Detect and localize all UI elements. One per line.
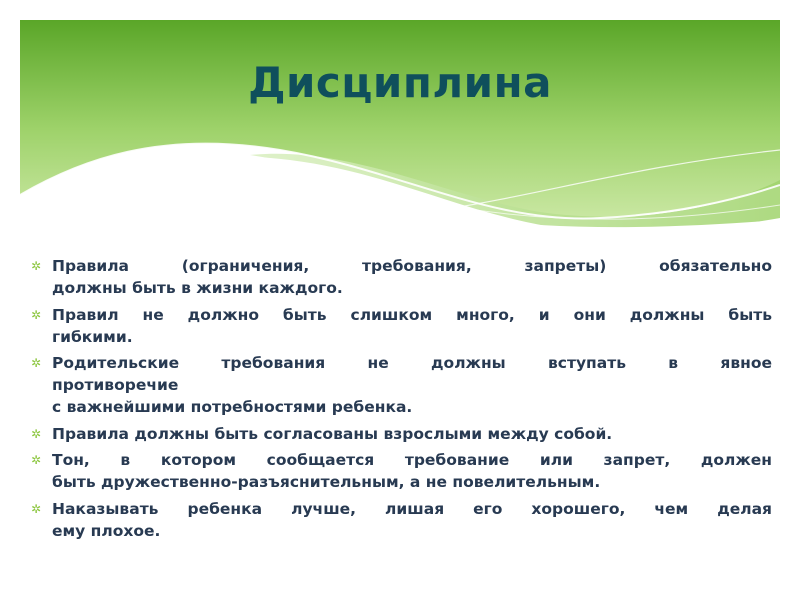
star-bullet-icon: ✲	[31, 356, 42, 370]
star-bullet-icon: ✲	[31, 426, 42, 441]
star-bullet-icon: ✲	[31, 501, 42, 516]
list-item	[30, 255, 772, 299]
bullet-list	[30, 255, 772, 546]
slide-title: Дисциплина	[248, 58, 552, 107]
list-item-text-line: Правила должны быть согласованы взрослыми между собой.	[52, 424, 613, 443]
list-item	[30, 352, 772, 418]
list-item-text-line: противоречие	[52, 376, 179, 394]
list-item	[30, 304, 772, 348]
list-item	[30, 423, 772, 445]
list-item-text-line: с важнейшими потребностями ребенка.	[52, 398, 413, 416]
list-item-text-line: должны быть в жизни каждого.	[52, 279, 343, 297]
list-item-text-line: Родительские требования не должны вступать в явное	[52, 354, 772, 372]
header-wave-background	[20, 20, 780, 250]
list-item-text-line: ему плохое.	[52, 521, 161, 540]
list-item-text-line: гибкими.	[52, 327, 133, 346]
list-item-text-line: быть дружественно-разъяснительным, а не повелительным.	[52, 473, 601, 491]
list-item-text-line: Правила (ограничения, требования, запреты) обязательно	[52, 257, 772, 275]
list-item-text-line: Тон, в котором сообщается требование или запрет, должен	[52, 451, 772, 469]
list-item	[30, 449, 772, 493]
list-item-text-line: Наказывать ребенка лучше, лишая его хорошего, чем делая	[52, 499, 772, 518]
list-item-text-line: Правил не должно быть слишком много, и они должны быть	[52, 305, 772, 324]
star-bullet-icon: ✲	[31, 259, 42, 273]
list-item	[30, 498, 772, 542]
star-bullet-icon: ✲	[31, 453, 42, 467]
star-bullet-icon: ✲	[31, 307, 42, 322]
